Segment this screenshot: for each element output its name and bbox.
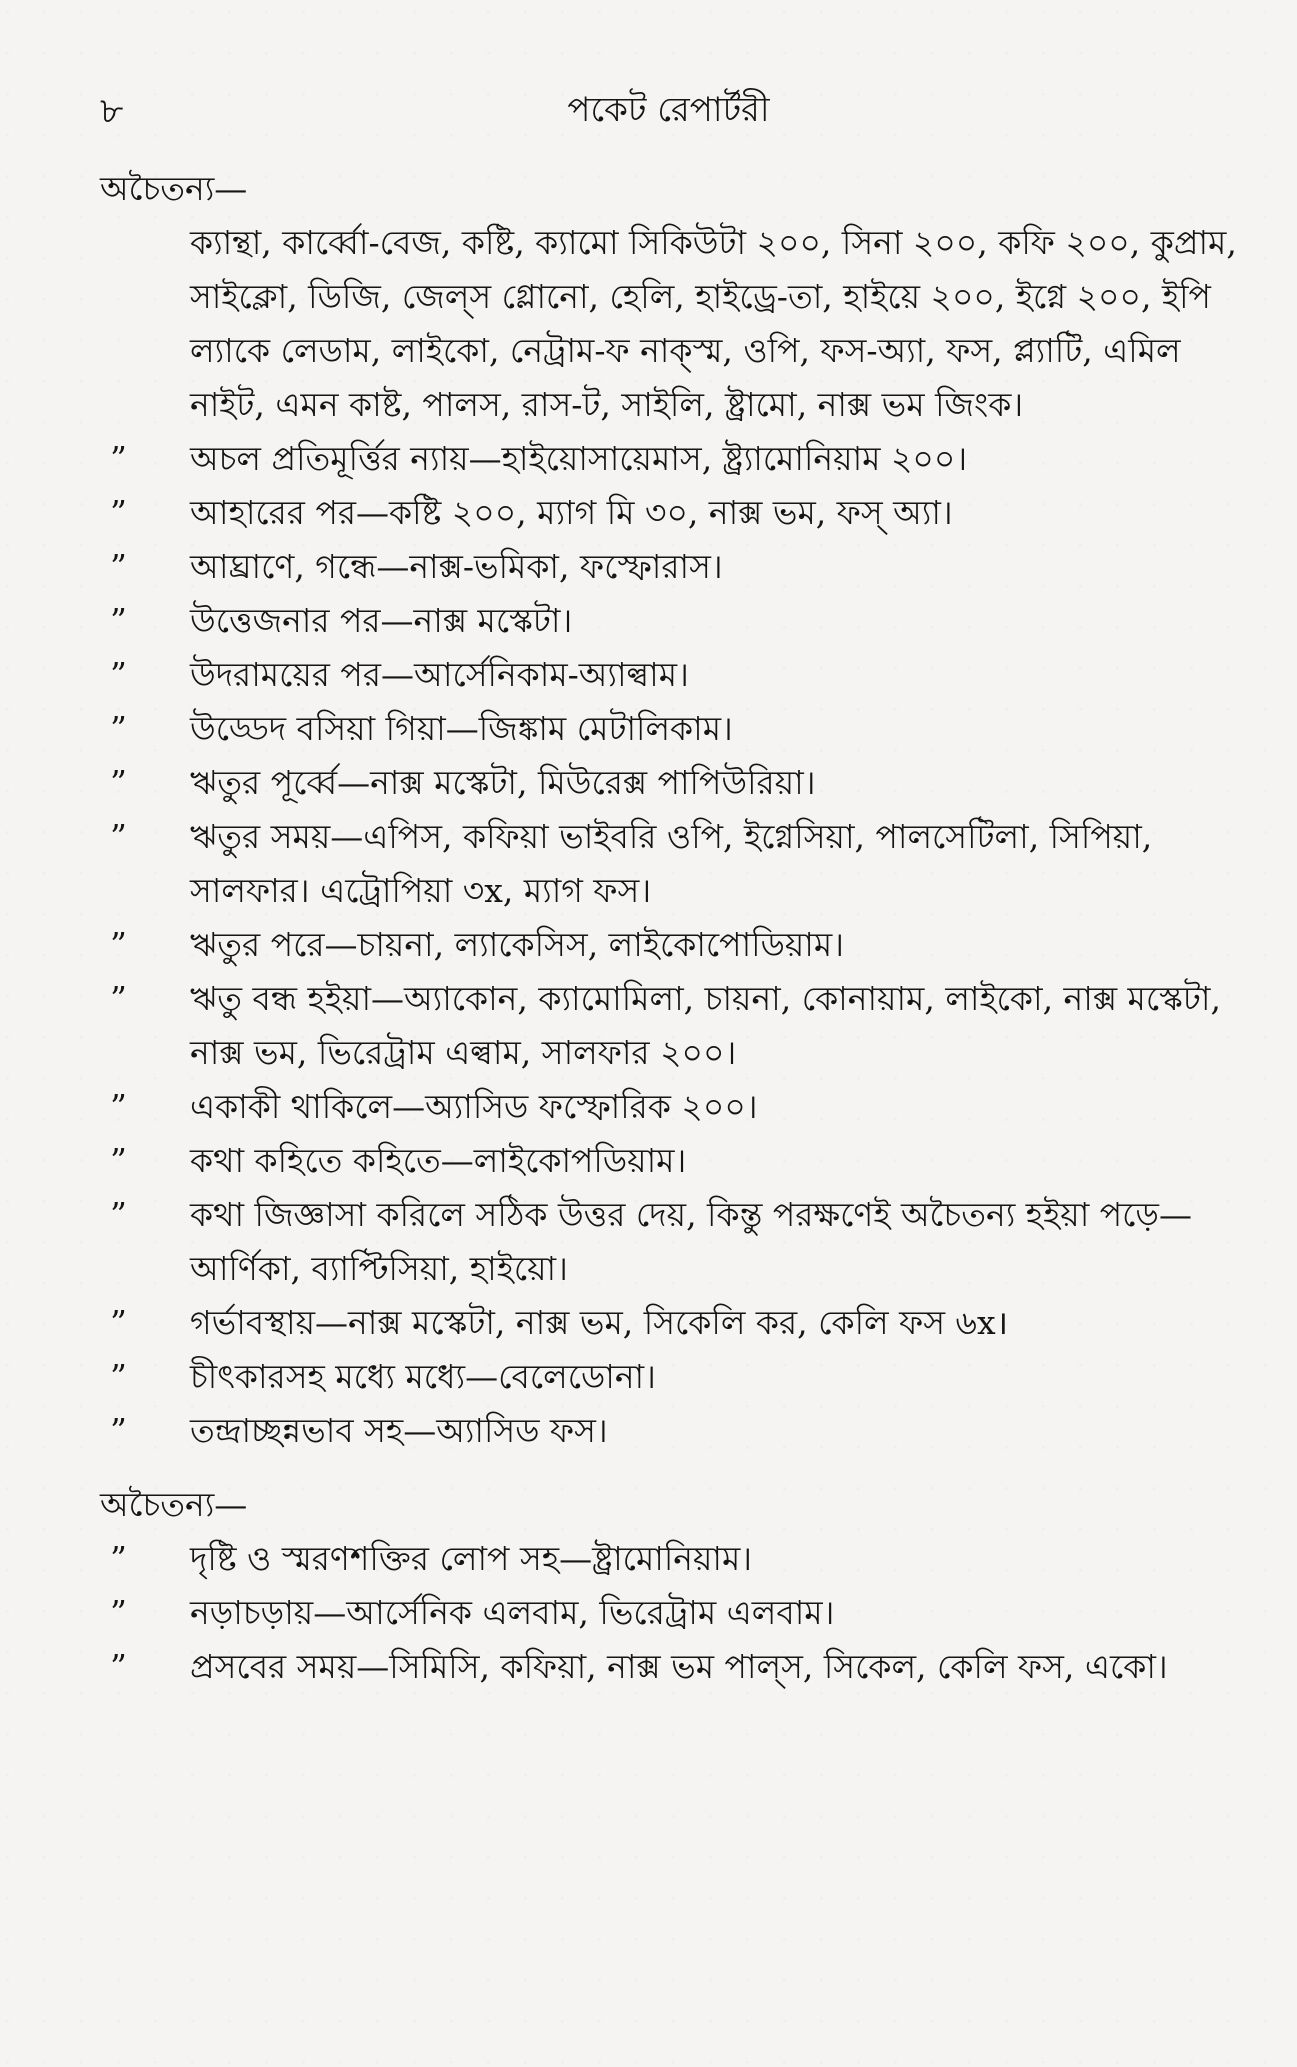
section-title: অচৈতন্য— <box>100 169 248 208</box>
ditto-mark: ” <box>110 547 127 586</box>
entry-item <box>100 432 1260 486</box>
ditto-mark: ” <box>110 817 127 856</box>
entry-item <box>100 1404 1260 1458</box>
page-header <box>100 84 1237 134</box>
ditto-mark: ” <box>110 1303 127 1342</box>
entry-text: উদরাময়ের পর—আর্সেনিকাম-অ্যাল্বাম। <box>190 655 689 694</box>
entry-text: আহারের পর—কষ্টি ২০০, ম্যাগ মি ৩০, নাক্স ভম, ফস্ অ্যা। <box>190 493 953 532</box>
ditto-mark: ” <box>110 1593 127 1632</box>
ditto-mark: ” <box>110 493 127 532</box>
intro-text: ক্যান্থা, কার্ব্বো-বেজ, কষ্টি, ক্যামো সিকিউটা ২০০, সিনা ২০০, কফি ২০০, কুপ্রাম, সাইক্লো, ডিজি, জেল্‌স গ্লোনো, হেলি, হাইড্রে-তা, হাইয়ে ২০০, ইগ্নে ২০০, ইপি ল্যাকে লেডাম, লাইকো, নেট্রাম-ফ নাক্স্ম, ওপি, ফস-অ্যা, ফস, প্ল্যাটি, এমিল নাইট, এমন কাষ্ট, পালস, রাস-ট, সাইলি, ষ্ট্রামো, নাক্স ভম জিংক। <box>190 223 1237 424</box>
entry-text: ঋতুর পূর্ব্বে—নাক্স মস্কেটা, মিউরেক্স পাপিউরিয়া। <box>190 763 816 802</box>
entry-item <box>100 1586 1260 1640</box>
entry-item <box>100 1188 1260 1296</box>
entry-text: কথা কহিতে কহিতে—লাইকোপডিয়াম। <box>190 1141 687 1180</box>
entry-text: ঋতুর সময়—এপিস, কফিয়া ভাইবরি ওপি, ইগ্নেসিয়া, পালসেটিলা, সিপিয়া, সালফার। এট্রোপিয়া ৩x, ম্যাগ ফস। <box>190 817 1153 910</box>
ditto-mark: ” <box>110 1195 127 1234</box>
ditto-mark: ” <box>110 601 127 640</box>
entry-item <box>100 1134 1260 1188</box>
entry-item <box>100 1080 1260 1134</box>
entry-item <box>100 1640 1260 1694</box>
ditto-mark: ” <box>110 1647 127 1686</box>
ditto-mark: ” <box>110 1087 127 1126</box>
ditto-mark: ” <box>110 925 127 964</box>
entry-text: প্রসবের সময়—সিমিসি, কফিয়া, নাক্স ভম পাল্‌স, সিকেল, কেলি ফস, একো। <box>190 1647 1168 1686</box>
entry-text: গর্ভাবস্থায়—নাক্স মস্কেটা, নাক্স ভম, সিকেলি কর, কেলি ফস ৬x। <box>190 1303 1009 1342</box>
entry-item <box>100 540 1260 594</box>
ditto-mark: ” <box>110 1141 127 1180</box>
entry-list <box>100 432 1260 1458</box>
page-content <box>100 162 1260 1694</box>
entry-item <box>100 918 1260 972</box>
ditto-mark: ” <box>110 1539 127 1578</box>
entry-text: তন্দ্রাচ্ছন্নভাব সহ—অ্যাসিড ফস। <box>190 1411 608 1450</box>
ditto-mark: ” <box>110 655 127 694</box>
entry-text: একাকী থাকিলে—অ্যাসিড ফস্ফোরিক ২০০। <box>190 1087 758 1126</box>
entry-list-2 <box>100 1532 1260 1694</box>
ditto-mark: ” <box>110 979 127 1018</box>
ditto-mark: ” <box>110 709 127 748</box>
entry-item <box>100 702 1260 756</box>
page-number: ৮ <box>100 91 124 132</box>
intro-paragraph <box>100 216 1260 432</box>
ditto-mark: ” <box>110 1411 127 1450</box>
entry-item <box>100 810 1260 918</box>
entry-text: ঋতুর পরে—চায়না, ল্যাকেসিস, লাইকোপোডিয়াম। <box>190 925 845 964</box>
entry-text: উত্তেজনার পর—নাক্স মস্কেটা। <box>190 601 573 640</box>
entry-text: উড্ডেদ বসিয়া গিয়া—জিঙ্কাম মেটালিকাম। <box>190 709 733 748</box>
entry-item <box>100 594 1260 648</box>
entry-item <box>100 972 1260 1080</box>
entry-item <box>100 756 1260 810</box>
entry-item <box>100 1532 1260 1586</box>
entry-text: অচল প্রতিমূর্ত্তির ন্যায়—হাইয়োসায়েমাস, ষ্ট্র্যামোনিয়াম ২০০। <box>190 439 968 478</box>
section-title-2: অচৈতন্য— <box>100 1485 248 1524</box>
entry-text: আঘ্রাণে, গন্ধে—নাক্স-ভমিকা, ফস্ফোরাস। <box>190 547 723 586</box>
entry-text: কথা জিজ্ঞাসা করিলে সঠিক উত্তর দেয়, কিন্তু পরক্ষণেই অচৈতন্য হইয়া পড়ে—আর্ণিকা, ব্যাপ্টিসিয়া, হাইয়ো। <box>190 1195 1192 1288</box>
entry-text: ঋতু বন্ধ হইয়া—অ্যাকোন, ক্যামোমিলা, চায়না, কোনায়াম, লাইকো, নাক্স মস্কেটা, নাক্স ভম, ভিরেট্রাম এল্বাম, সালফার ২০০। <box>190 979 1221 1072</box>
running-title: পকেট রেপার্টরী <box>567 90 770 130</box>
ditto-mark: ” <box>110 763 127 802</box>
entry-item <box>100 648 1260 702</box>
ditto-mark: ” <box>110 439 127 478</box>
entry-item <box>100 1350 1260 1404</box>
ditto-mark: ” <box>110 1357 127 1396</box>
entry-item <box>100 1296 1260 1350</box>
entry-text: চীৎকারসহ মধ্যে মধ্যে—বেলেডোনা। <box>190 1357 656 1396</box>
entry-text: দৃষ্টি ও স্মরণশক্তির লোপ সহ—ষ্ট্রামোনিয়াম। <box>190 1539 753 1578</box>
entry-text: নড়াচড়ায়—আর্সেনিক এলবাম, ভিরেট্রাম এলবাম। <box>190 1593 835 1632</box>
entry-item <box>100 486 1260 540</box>
